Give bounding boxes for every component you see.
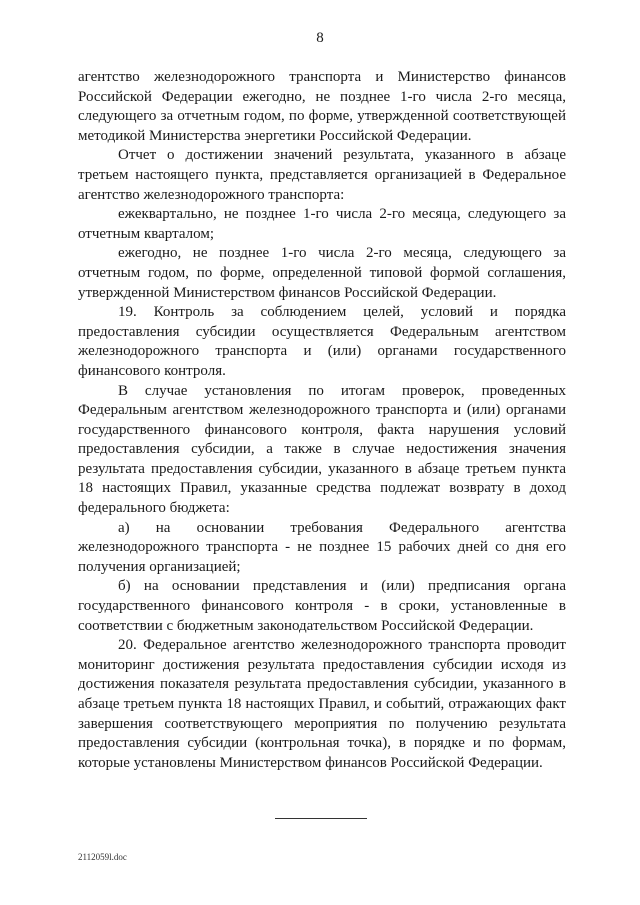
end-divider-line — [275, 818, 367, 819]
paragraph-4: ежегодно, не позднее 1-го числа 2-го месяца, следующего за отчетным годом, по форме, определенной типовой формой соглашения, утвержденной Министерством финансов Российской Федерации. — [78, 245, 566, 301]
paragraph-3: ежеквартально, не позднее 1-го числа 2-го месяца, следующего за отчетным кварталом; — [78, 206, 566, 242]
paragraph-6: В случае установления по итогам проверок, проведенных Федеральным агентством железнодорожного транспорта и (или) органами государственного финансового контроля, факта нарушения условий предоставления субсидии, а также в случае недостижения значения результата предоставления субсидии, указанного в абзаце третьем пункта 18 настоящих Правил, указанные средства подлежат возврату в доход федерального бюджета: — [78, 382, 566, 517]
paragraph-5: 19. Контроль за соблюдением целей, условий и порядка предоставления субсидии осуществляется Федеральным агентством железнодорожного транспорта и (или) органами государственного финансового контроля. — [78, 304, 566, 379]
footer-doc-code: 2112059l.doc — [78, 852, 127, 862]
paragraph-7: а) на основании требования Федерального агентства железнодорожного транспорта - не позднее 15 рабочих дней со дня его получения организацией; — [78, 519, 566, 575]
paragraph-9: 20. Федеральное агентство железнодорожного транспорта проводит мониторинг достижения результата предоставления субсидии исходя из достижения показателя результата предоставления субсидии, указанного в абзаце третьем пункта 18 настоящих Правил, и событий, отражающих факт завершения соответствующего мероприятия по получению результата предоставления субсидии (контрольная точка), в порядке и по формам, которые установлены Министерством финансов Российской Федерации. — [78, 637, 566, 771]
paragraph-2: Отчет о достижении значений результата, указанного в абзаце третьем настоящего пункта, представляется организацией в Федеральное агентство железнодорожного транспорта: — [78, 147, 566, 203]
paragraph-8: б) на основании представления и (или) предписания органа государственного финансового контроля - в сроки, установленные в соответствии с бюджетным законодательством Российской Федерации. — [78, 578, 566, 634]
document-body — [78, 68, 566, 773]
paragraph-1: агентство железнодорожного транспорта и Министерство финансов Российской Федерации ежегодно, не позднее 1-го числа 2-го месяца, следующего за отчетным годом, по форме, утвержденной соответствующей методикой Министерства энергетики Российской Федерации. — [78, 69, 566, 144]
page-number: 8 — [316, 30, 324, 46]
